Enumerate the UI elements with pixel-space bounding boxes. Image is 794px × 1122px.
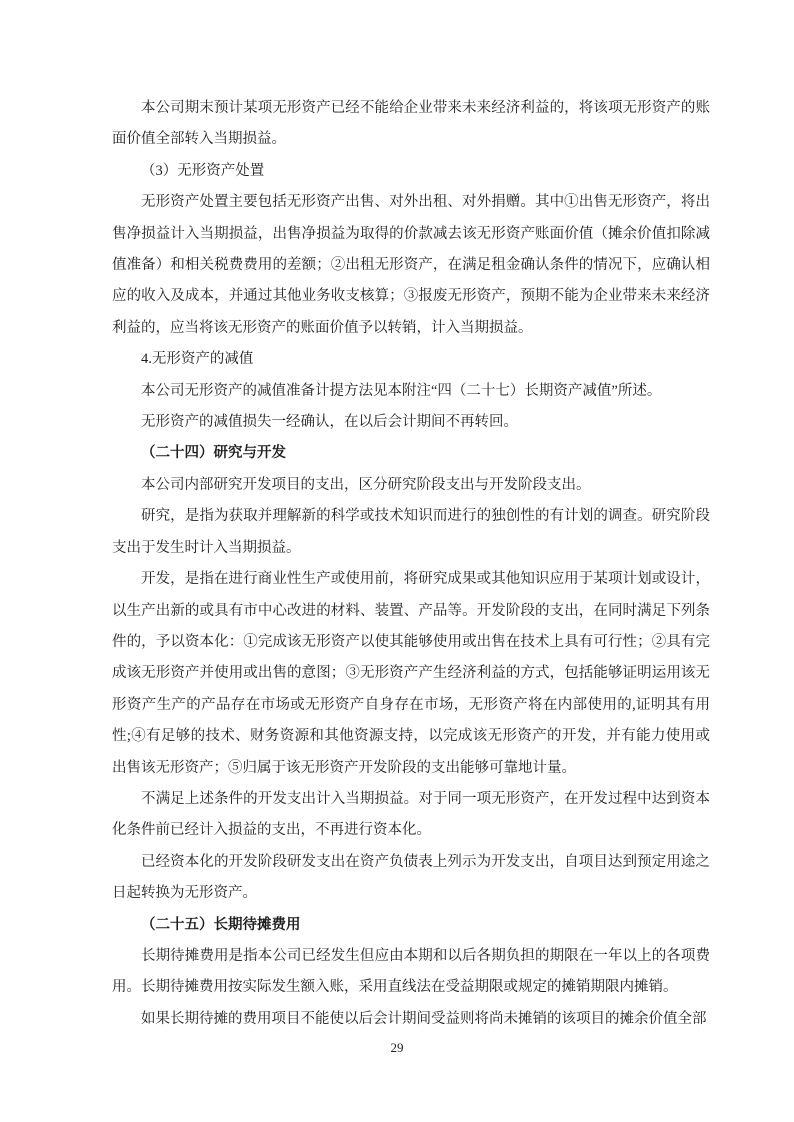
paragraph: 如果长期待摊的费用项目不能使以后会计期间受益则将尚未摊销的该项目的摊余价值全部 xyxy=(141,1010,707,1027)
section-heading: （二十五）长期待摊费用 xyxy=(141,916,301,933)
paragraph: 本公司期末预计某项无形资产已经不能给企业带来未来经济利益的，将该项无形资产的账面价值全部转入当期损益。 xyxy=(112,100,710,148)
sub-heading: 4.无形资产的减值 xyxy=(141,351,254,368)
paragraph: 本公司无形资产的减值准备计提方法见本附注“四（二十七）长期资产减值”所述。 xyxy=(141,382,662,399)
section-heading: （二十四）研究与开发 xyxy=(141,445,286,462)
sub-heading: （3）无形资产处置 xyxy=(141,162,265,179)
document-body xyxy=(112,93,710,1035)
paragraph: 无形资产处置主要包括无形资产出售、对外出租、对外捐赠。其中①出售无形资产，将出售净损益计入当期损益，出售净损益为取得的价款减去该无形资产账面价值（摊余价值扣除减值准备）和相关税费费用的差额；②出租无形资产，在满足租金确认条件的情况下，应确认相应的收入及成本，并通过其他业务收支核算；③报废无形资产，预期不能为企业带来未来经济利益的，应当将该无形资产的账面价值予以转销，计入当期损益。 xyxy=(112,194,710,336)
paragraph: 无形资产的减值损失一经确认，在以后会计期间不再转回。 xyxy=(141,414,518,431)
paragraph: 不满足上述条件的开发支出计入当期损益。对于同一项无形资产，在开发过程中达到资本化条件前已经计入损益的支出，不再进行资本化。 xyxy=(112,790,710,839)
paragraph: 已经资本化的开发阶段研发支出在资产负债表上列示为开发支出，自项目达到预定用途之日起转换为无形资产。 xyxy=(112,853,710,902)
paragraph: 本公司内部研究开发项目的支出，区分研究阶段支出与开发阶段支出。 xyxy=(141,476,591,493)
paragraph: 研究，是指为获取并理解新的科学或技术知识而进行的独创性的有计划的调查。研究阶段支出于发生时计入当期损益。 xyxy=(112,508,710,556)
paragraph: 长期待摊费用是指本公司已经发生但应由本期和以后各期负担的期限在一年以上的各项费用。长期待摊费用按实际发生额入账，采用直线法在受益期限或规定的摊销期限内摊销。 xyxy=(112,947,710,996)
paragraph: 开发，是指在进行商业性生产或使用前，将研究成果或其他知识应用于某项计划或设计，以生产出新的或具有市中心改进的材料、装置、产品等。开发阶段的支出，在同时满足下列条件的，予以资本化：①完成该无形资产以使其能够使用或出售在技术上具有可行性；②具有完成该无形资产并使用或出售的意图；③无形资产产生经济利益的方式，包括能够证明运用该无形资产生产的产品存在市场或无形资产自身存在市场，无形资产将在内部使用的,证明其有用性;④有足够的技术、财务资源和其他资源支持，以完成该无形资产的开发，并有能力使用或出售该无形资产；⑤归属于该无形资产开发阶段的支出能够可靠地计量。 xyxy=(112,571,710,776)
page-number: 29 xyxy=(390,1040,404,1055)
